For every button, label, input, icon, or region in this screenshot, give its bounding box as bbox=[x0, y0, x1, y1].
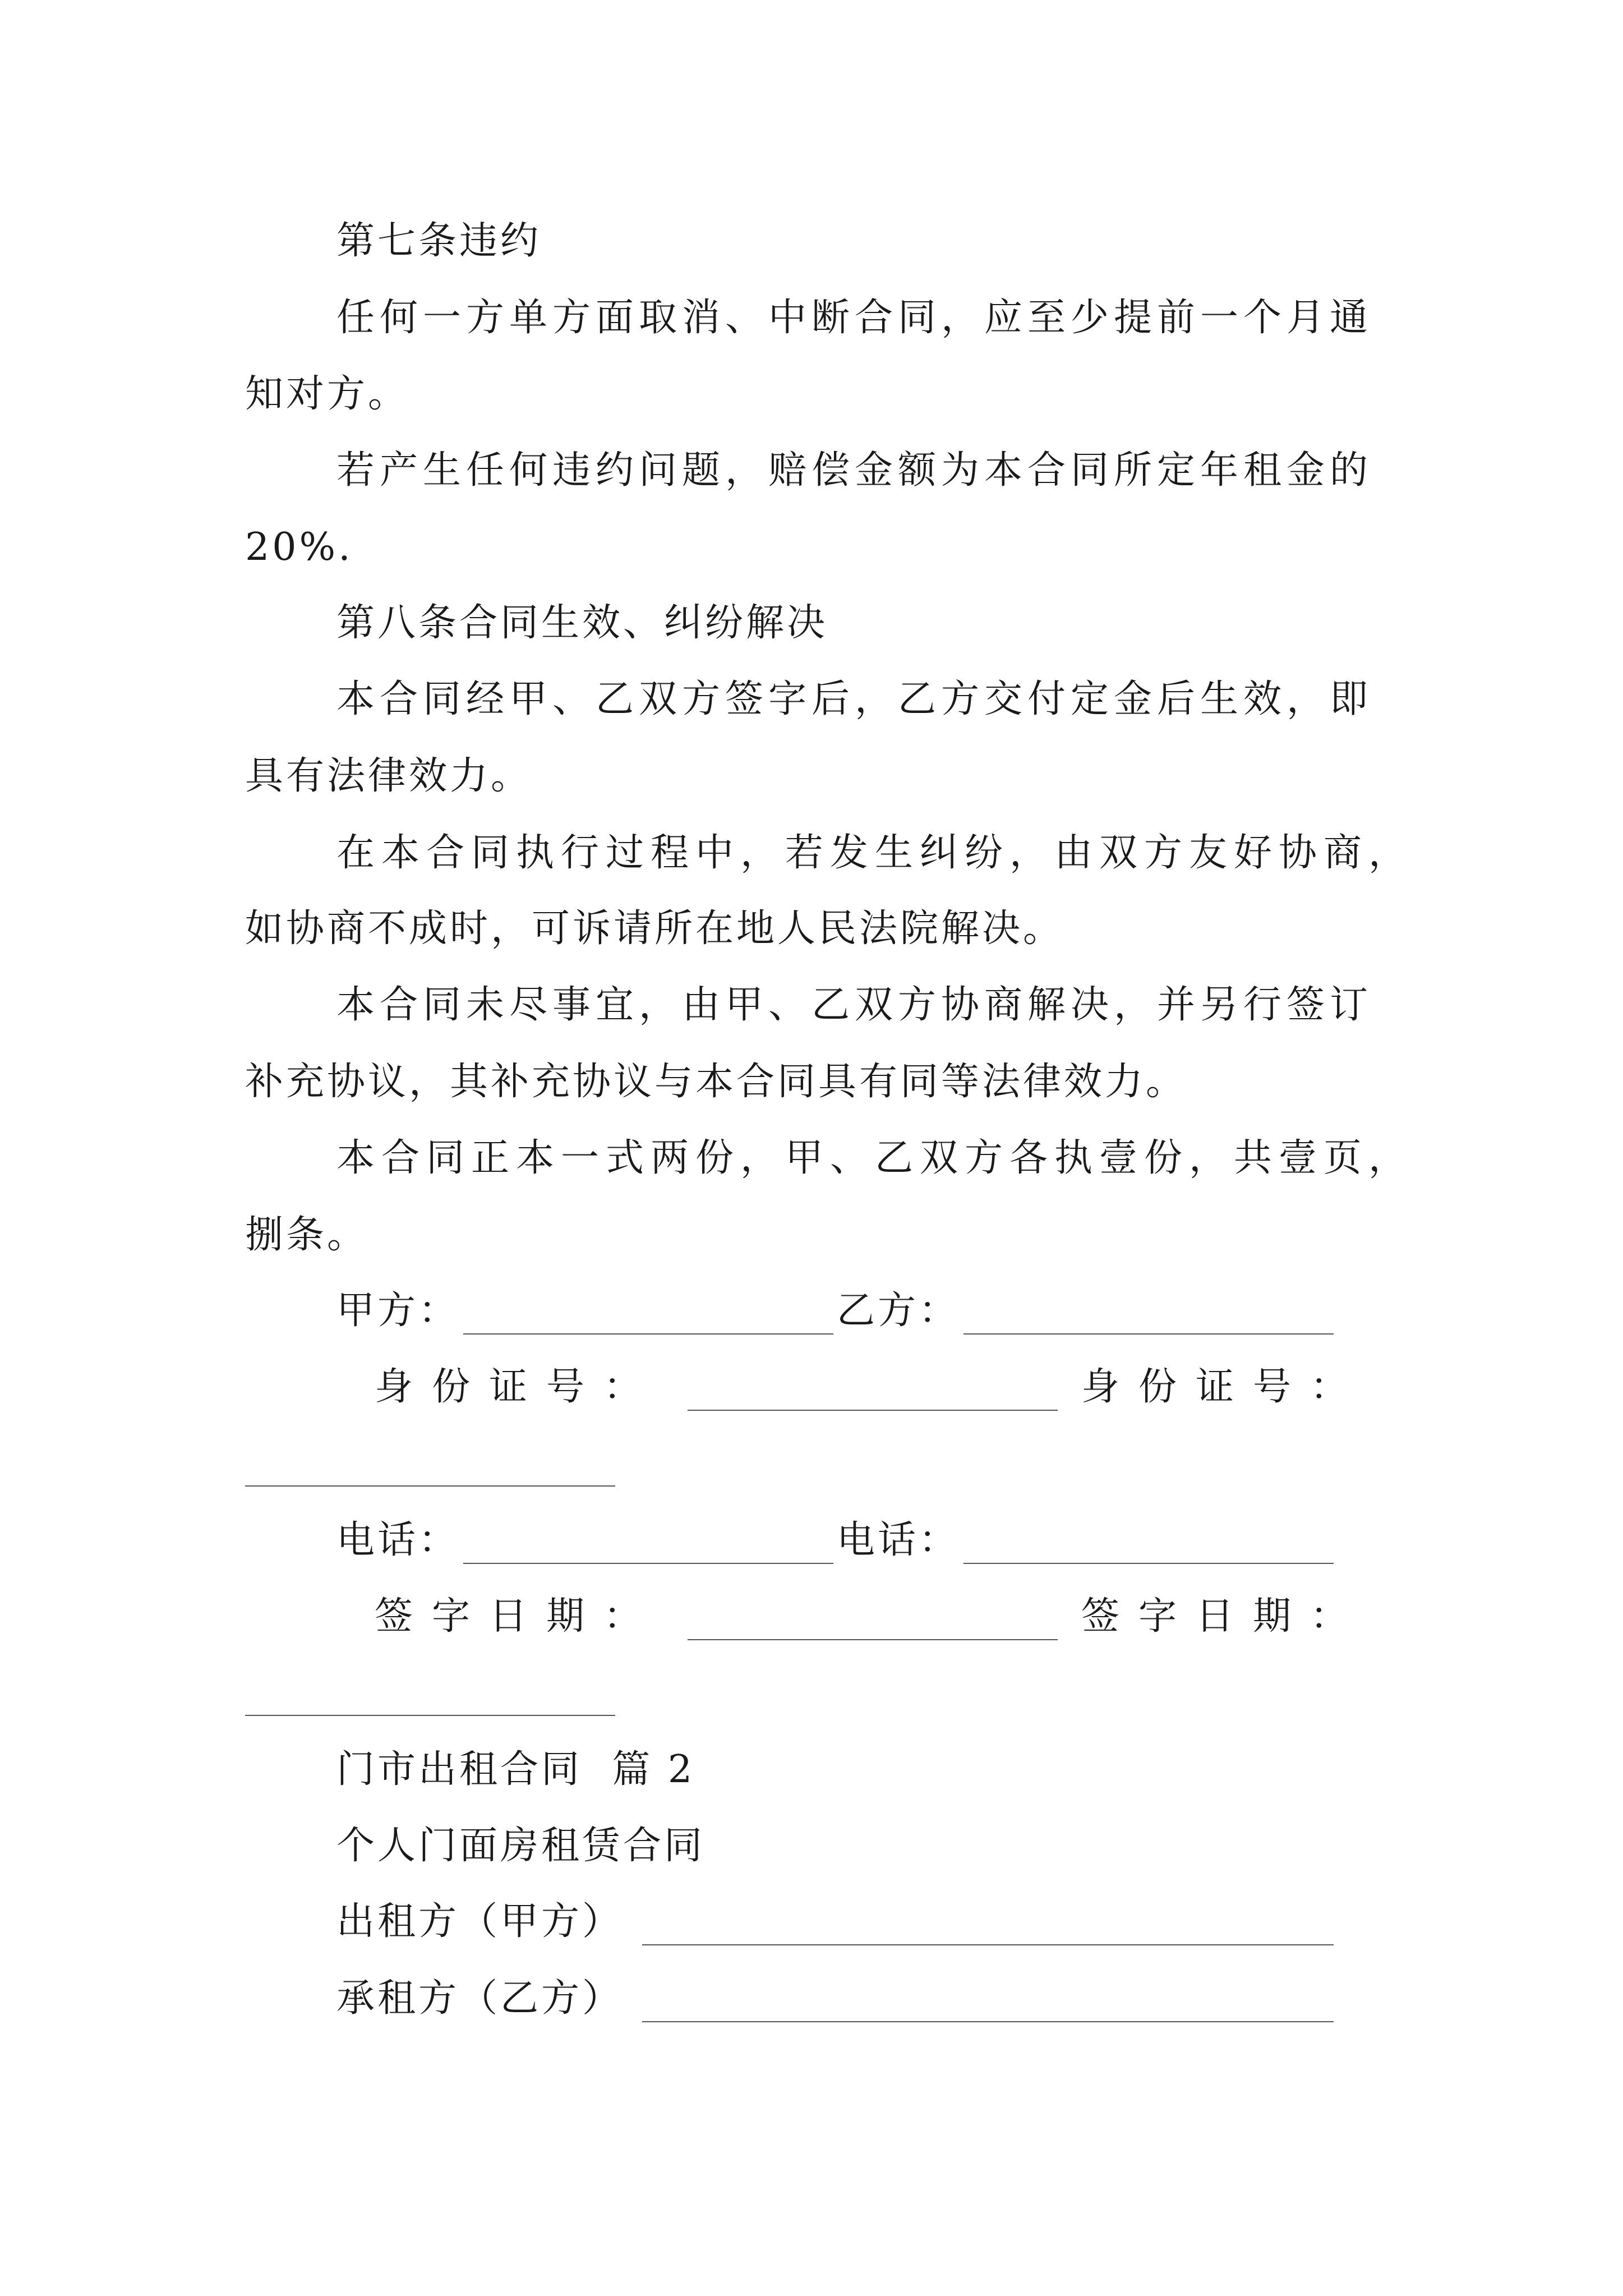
article8-paragraph1-line1: 本合同经甲、乙双方签字后，乙方交付定金后生效，即 bbox=[336, 677, 1373, 721]
party-b-date-blank bbox=[245, 1715, 615, 1716]
article8-heading: 第八条合同生效、纠纷解决 bbox=[336, 601, 828, 645]
party-b-phone-label: 电话： bbox=[837, 1518, 960, 1562]
party-b-date-label: 签字日期： bbox=[1081, 1594, 1368, 1639]
article7-paragraph2-line2: 20%. bbox=[245, 525, 353, 569]
party-b-label: 乙方： bbox=[837, 1289, 960, 1333]
article8-paragraph1-line2: 具有法律效力。 bbox=[245, 754, 532, 798]
party-b-id-blank bbox=[245, 1485, 615, 1487]
lessor-blank bbox=[642, 1944, 1334, 1945]
article7-paragraph1-line2: 知对方。 bbox=[245, 372, 409, 416]
party-b-phone-blank bbox=[963, 1563, 1334, 1564]
section2-subtitle: 个人门面房租赁合同 bbox=[336, 1824, 706, 1868]
article8-paragraph2-line1: 在本合同执行过程中，若发生纠纷，由双方友好协商， bbox=[336, 831, 1414, 875]
article8-paragraph4-line1: 本合同正本一式两份，甲、乙双方各执壹份，共壹页， bbox=[336, 1136, 1414, 1180]
party-a-date-blank bbox=[688, 1639, 1058, 1640]
lessee-label: 承租方（乙方） bbox=[336, 1976, 624, 2021]
article7-paragraph2-line1: 若产生任何违约问题，赔偿金额为本合同所定年租金的 bbox=[336, 448, 1373, 493]
party-a-date-label: 签字日期： bbox=[375, 1594, 661, 1639]
party-a-label: 甲方： bbox=[336, 1289, 460, 1333]
text-run: 任何一方单方面取消、中断合同，应至少提前一个月通 bbox=[336, 296, 1373, 340]
party-b-blank bbox=[963, 1333, 1334, 1335]
lessee-blank bbox=[642, 2021, 1334, 2022]
article8-paragraph3-line1: 本合同未尽事宜，由甲、乙双方协商解决，并另行签订 bbox=[336, 983, 1373, 1027]
party-b-id-label: 身份证号： bbox=[1081, 1365, 1368, 1409]
article7-paragraph1-line1 bbox=[336, 296, 1380, 340]
party-a-blank bbox=[463, 1333, 833, 1335]
party-a-id-blank bbox=[688, 1410, 1058, 1411]
article8-paragraph4-line2: 捌条。 bbox=[245, 1213, 368, 1257]
party-a-phone-blank bbox=[463, 1563, 833, 1564]
lessor-label: 出租方（甲方） bbox=[336, 1899, 624, 1944]
party-a-id-label: 身份证号： bbox=[375, 1365, 661, 1409]
article8-paragraph3-line2: 补充协议，其补充协议与本合同具有同等法律效力。 bbox=[245, 1060, 1187, 1104]
section2-title: 门市出租合同 篇 2 bbox=[336, 1747, 695, 1792]
article7-heading: 第七条违约 bbox=[336, 219, 542, 263]
party-a-phone-label: 电话： bbox=[336, 1518, 460, 1562]
article8-paragraph2-line2: 如协商不成时，可诉请所在地人民法院解决。 bbox=[245, 907, 1064, 951]
